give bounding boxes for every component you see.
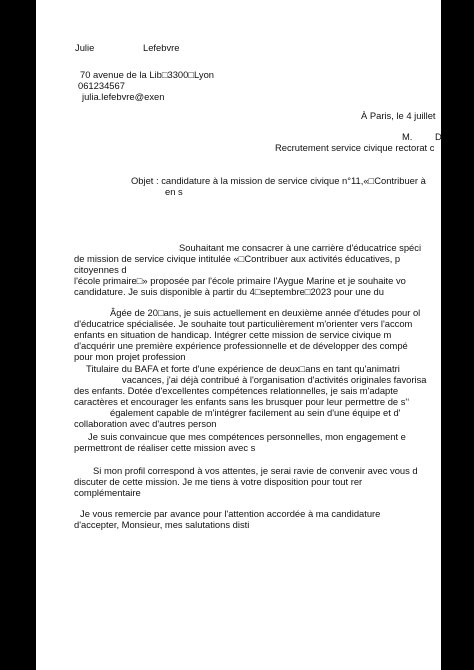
sender-last-name: Lefebvre	[143, 42, 180, 53]
recipient-initial: D	[435, 131, 442, 142]
paragraph-1-line-1: Souhaitant me consacrer à une carrière d'éducatrice spéci	[179, 242, 422, 253]
paragraph-3-line-1: Titulaire du BAFA et forte d'une expérience de deux□ans en tant qu'animatri	[86, 363, 400, 374]
paragraph-5-line-2: discuter de cette mission. Je me tiens à votre disposition pour tout rer	[74, 476, 363, 487]
recipient-line: Recrutement service civique rectorat c	[275, 142, 435, 153]
paragraph-2-line-3: enfants en situation de handicap. Intégrer cette mission de service civique m	[74, 329, 392, 340]
paragraph-1-line-4: l'école primaire□» proposée par l'école primaire l'Aygue Marine et je souhaite vo	[74, 275, 406, 286]
paragraph-1-line-5: candidature. Je suis disponible à partir du 4□septembre□2023 pour une du	[74, 286, 384, 297]
paragraph-3-line-2: vacances, j'ai déjà contribué à l'organisation d'activités originales favorisa	[122, 374, 427, 385]
paragraph-3-line-6: collaboration avec d'autres person	[74, 418, 217, 429]
paragraph-4-line-2: permettront de réaliser cette mission avec s	[74, 442, 256, 453]
paragraph-2-line-2: d'éducatrice spécialisée. Je souhaite tout particulièrement m'orienter vers l'accom	[74, 318, 413, 329]
sender-address: 70 avenue de la Lib□3300□Lyon	[80, 69, 215, 80]
letter-page	[36, 0, 441, 670]
subject-line-1: Objet : candidature à la mission de service civique n°11,«□Contribuer à	[131, 175, 426, 186]
paragraph-5-line-3: complémentaire	[74, 487, 141, 498]
sender-email: julia.lefebvre@exen	[82, 91, 165, 102]
paragraph-2-line-1: Âgée de 20□ans, je suis actuellement en deuxième année d'études pour ol	[110, 307, 421, 318]
place-date: À Paris, le 4 juillet	[361, 110, 436, 121]
recipient-title: M.	[402, 131, 413, 142]
subject-line-2: en s	[165, 186, 183, 197]
paragraph-6-line-2: d'accepter, Monsieur, mes salutations disti	[74, 519, 250, 530]
paragraph-3-line-5: également capable de m'intégrer facilement au sein d'une équipe et d'	[110, 407, 401, 418]
sender-phone: 061234567	[78, 80, 125, 91]
paragraph-1-line-3: citoyennes d	[74, 264, 127, 275]
paragraph-2-line-4: d'acquérir une première expérience professionnelle et de développer des compé	[74, 340, 408, 351]
paragraph-5-line-1: Si mon profil correspond à vos attentes, je serai ravie de convenir avec vous d	[93, 465, 418, 476]
paragraph-4-line-1: Je suis convaincue que mes compétences personnelles, mon engagement e	[88, 431, 406, 442]
paragraph-1-line-2: de mission de service civique intitulée «□Contribuer aux activités éducatives, p	[74, 253, 401, 264]
sender-first-name: Julie	[75, 42, 95, 53]
paragraph-2-line-5: pour mon projet profession	[74, 351, 186, 362]
paragraph-3-line-3: des enfants. Dotée d'excellentes compétences relationnelles, je sais m'adapte	[74, 385, 399, 396]
paragraph-3-line-4: caractères et encourager les enfants sans les brusquer pour leur permettre de s'‘	[74, 396, 410, 407]
paragraph-6-line-1: Je vous remercie par avance pour l'attention accordée à ma candidature	[80, 508, 381, 519]
